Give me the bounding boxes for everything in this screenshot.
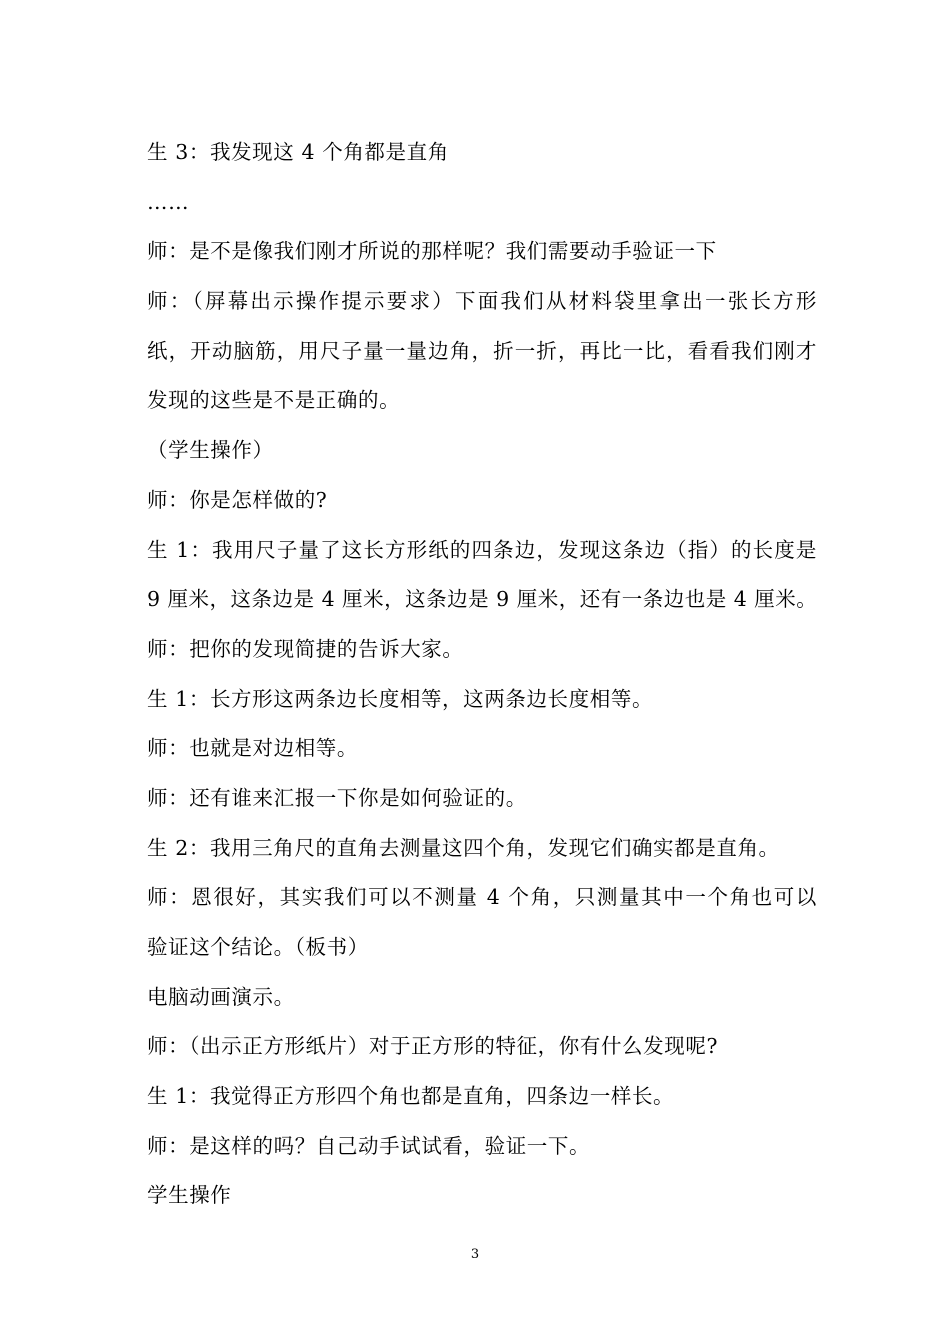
text-line: 验证这个结论。（板书） [147,935,369,959]
text-line: 生 2：我用三角尺的直角去测量这四个角，发现它们确实都是直角。 [147,835,780,860]
text-line: 师：是不是像我们刚才所说的那样呢？我们需要动手验证一下 [147,239,717,264]
text-line: 师：也就是对边相等。 [147,736,358,761]
text-line: 9 厘米，这条边是 4 厘米，这条边是 9 厘米，还有一条边也是 4 厘米。 [147,587,818,612]
page-number: 3 [470,1247,480,1262]
text-line: 师：把你的发现简捷的告诉大家。 [147,636,464,661]
text-line: 师：是这样的吗？自己动手试试看，验证一下。 [147,1133,591,1158]
text-line: 纸，开动脑筋，用尺子量一量边角，折一折，再比一比，看看我们刚才 [147,338,817,363]
text-line: 发现的这些是不是正确的。 [147,388,401,413]
text-line: 师：恩很好，其实我们可以不测量 4 个角，只测量其中一个角也可以 [147,885,817,910]
text-line: 师：还有谁来汇报一下你是如何验证的。 [147,785,527,810]
text-line: 师：（屏幕出示操作提示要求）下面我们从材料袋里拿出一张长方形 [147,289,817,314]
document-body [147,128,817,1221]
text-line: （学生操作） [147,438,274,463]
text-line: 生 1：我用尺子量了这长方形纸的四条边，发现这条边（指）的长度是 [147,537,817,562]
text-line: 生 1：长方形这两条边长度相等，这两条边长度相等。 [147,686,654,711]
text-line: 学生操作 [147,1183,232,1208]
text-line: 师：（出示正方形纸片）对于正方形的特征，你有什么发现呢? [147,1034,719,1059]
text-line: 生 3：我发现这 4 个角都是直角 [147,140,449,164]
text-line: 生 1：我觉得正方形四个角也都是直角，四条边一样长。 [147,1084,675,1109]
text-line: 师：你是怎样做的? [147,487,328,512]
text-line: …… [147,189,190,214]
text-line: 电脑动画演示。 [147,984,295,1009]
